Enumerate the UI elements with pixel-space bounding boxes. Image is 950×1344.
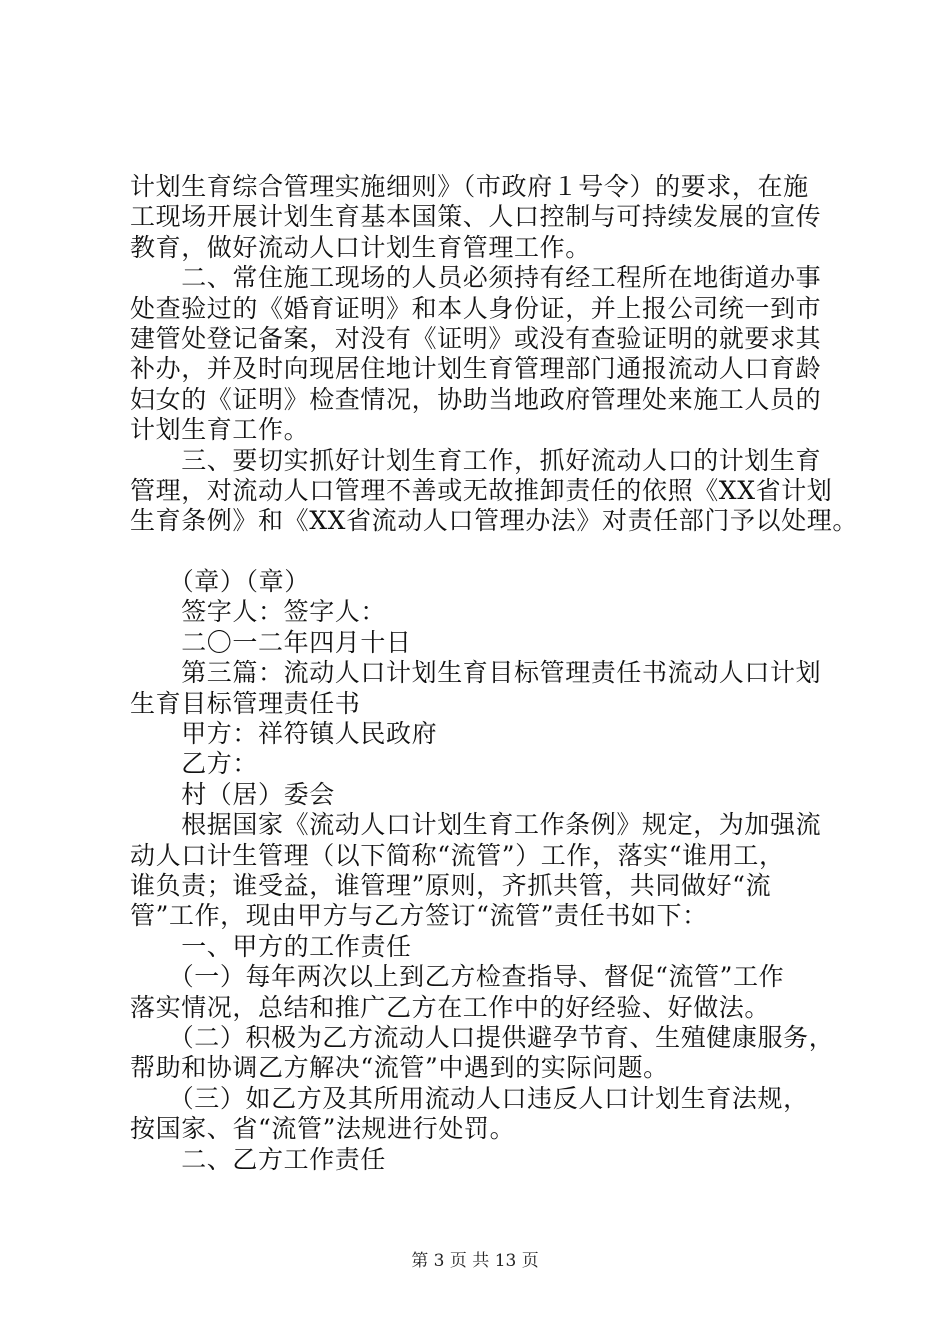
party-b-line: 乙方： [130,749,259,779]
document-body [130,172,858,1175]
clause-heading: 一、甲方的工作责任 [130,931,412,961]
text-line: （二）积极为乙方流动人口提供避孕节育、生殖健康服务， [130,1022,835,1052]
signature-line: 签字人：签字人： [130,597,387,627]
text-line: 谁负责；谁受益，谁管理”原则，齐抓共管，共同做好“流 [130,870,772,900]
text-line: 根据国家《流动人口计划生育工作条例》规定，为加强流 [130,810,822,840]
text-line: 处查验过的《婚育证明》和本人身份证，并上报公司统一到市 [130,293,822,323]
committee-line: 村（居）委会 [130,779,335,809]
text-line: （一）每年两次以上到乙方检查指导、督促“流管”工作 [130,962,785,992]
text-line: 补办，并及时向现居住地计划生育管理部门通报流动人口育龄 [130,354,822,384]
text-line: 教育，做好流动人口计划生育管理工作。 [130,232,591,262]
page-number: 第 3 页 共 13 页 [411,1251,539,1271]
text-line: 落实情况，总结和推广乙方在工作中的好经验、好做法。 [130,992,771,1022]
date-line: 二〇一二年四月十日 [130,627,412,657]
text-line: 三、要切实抓好计划生育工作，抓好流动人口的计划生育 [130,445,822,475]
text-line: 妇女的《证明》检查情况，协助当地政府管理处来施工人员的 [130,384,822,414]
clause-heading: 二、乙方工作责任 [130,1144,387,1174]
text-line: 帮助和协调乙方解决“流管”中遇到的实际问题。 [130,1053,669,1083]
text-line: （三）如乙方及其所用流动人口违反人口计划生育法规， [130,1083,809,1113]
text-line: 管理，对流动人口管理不善或无故推卸责任的依照《XX省计划 [130,475,833,505]
blank-line [130,537,842,567]
seal-line: （章）（章） [130,567,310,597]
text-line: 管”工作，现由甲方与乙方签订“流管”责任书如下： [130,901,708,931]
text-line: 二、常住施工现场的人员必须持有经工程所在地街道办事 [130,263,822,293]
text-line: 生育条例》和《XX省流动人口管理办法》对责任部门予以处理。 [130,506,858,536]
section-title: 生育目标管理责任书 [130,688,361,718]
text-line: 计划生育综合管理实施细则》（市政府１号令）的要求，在施 [130,172,809,201]
party-a-line: 甲方：祥符镇人民政府 [130,719,438,749]
section-title: 第三篇：流动人口计划生育目标管理责任书流动人口计划 [130,658,822,688]
text-line: 计划生育工作。 [130,415,310,445]
text-line: 按国家、省“流管”法规进行处罚。 [130,1114,516,1144]
text-line: 动人口计生管理（以下简称“流管”）工作，落实“谁用工， [130,840,785,870]
page-footer [0,1246,950,1271]
text-line: 工现场开展计划生育基本国策、人口控制与可持续发展的宣传 [130,202,822,232]
text-line: 建管处登记备案，对没有《证明》或没有查验证明的就要求其 [130,323,822,353]
